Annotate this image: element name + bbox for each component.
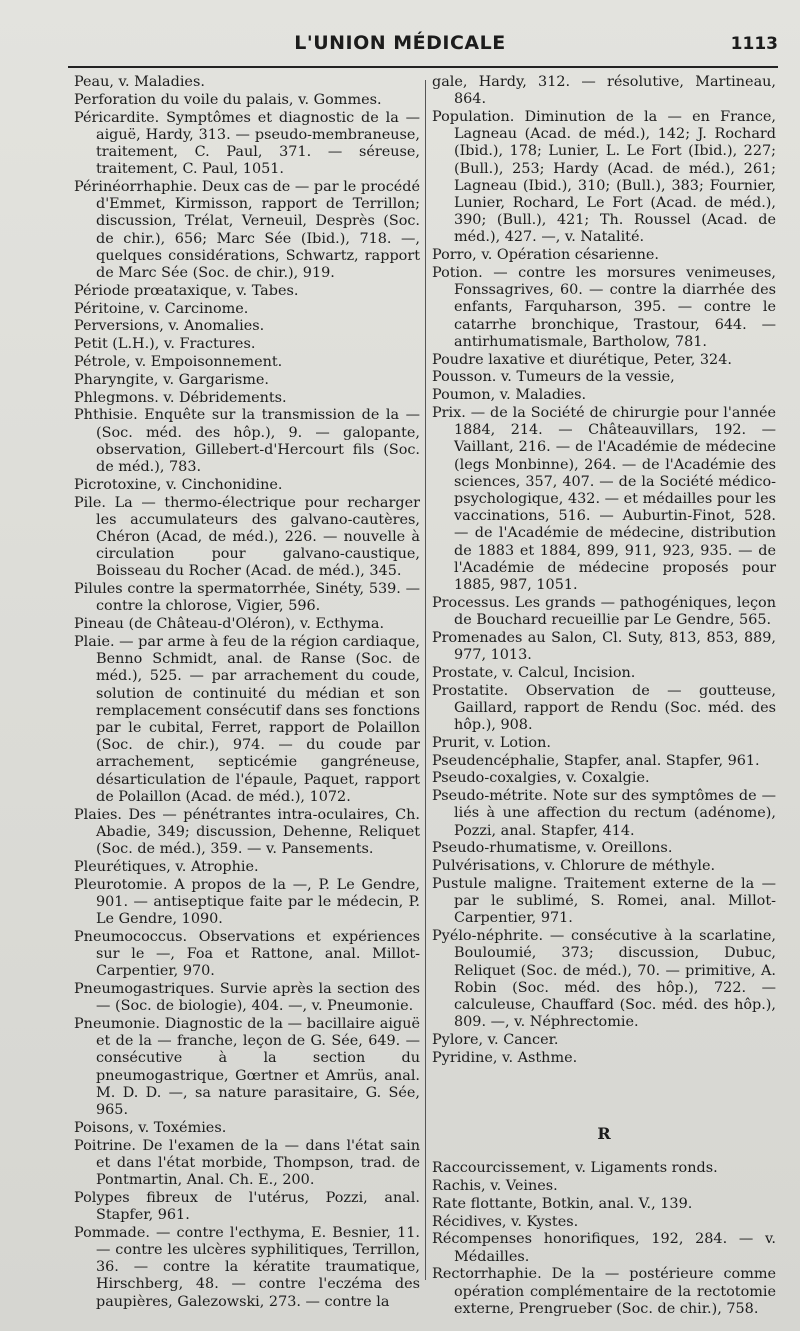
index-entry: Pousson. v. Tumeurs de la vessie, [432,369,675,386]
index-entry: Pilules contre la spermatorrhée, Sinéty, 539. — contre la chlorose, Vigier, 596. [74,581,420,615]
left-column [74,74,420,1311]
index-entry: Pineau (de Château-d'Oléron), v. Ecthyma. [74,616,385,633]
index-entry: Petit (L.H.), v. Fractures. [74,336,256,353]
section-letter-r: R [597,1124,611,1144]
index-entry: Perversions, v. Anomalies. [74,318,265,335]
index-entry: Pyridine, v. Asthme. [432,1049,578,1066]
index-entry: Récompenses honorifiques, 192, 284. — v. Médailles. [432,1231,776,1265]
index-entry: Poumon, v. Maladies. [432,387,587,404]
index-entry: Poudre laxative et diurétique, Peter, 324. [432,351,732,368]
index-entry: Peau, v. Maladies. [74,74,205,90]
index-entry: Pile. La — thermo-électrique pour recharger les accumulateurs des galvano-cautères, Chéron (Acad, de méd.), 226. — nouvelle à circulation pour galvano-caustique, Boisseau du Rocher (Acad. de méd.), 345. [74,494,420,580]
page-header [0,28,800,62]
index-entry: Pyélo-néphrite. — consécutive à la scarlatine, Bouloumié, 373; discussion, Dubuc, Reliquet (Soc. de méd.), 70. — primitive, A. Robin (Soc. méd. des hôp.), 722. — calculeuse, Chauffard (Soc. méd. des hôp.), 809. —, v. Néphrectomie. [432,928,776,1031]
index-entry: Récidives, v. Kystes. [432,1213,579,1230]
index-entry: Prix. — de la Société de chirurgie pour l'année 1884, 214. — Châteauvillars, 192. — Vaillant, 216. — de l'Académie de médecine (legs Monbinne), 264. — de l'Académie des sciences, 357, 407. — de la Société médico-psychologique, 432. — et médailles pour les vaccinations, 516. — Auburtin-Finot, 528. — de l'Académie de médecine, distribution de 1883 et 1884, 899, 911, 923, 935. — de l'Académie de médecine proposés pour 1885, 987, 1051. [432,405,776,594]
index-entry: Rachis, v. Veines. [432,1178,558,1195]
index-entry: Phlegmons. v. Débridements. [74,389,287,406]
index-entry: Pommade. — contre l'ecthyma, E. Besnier, 11. — contre les ulcères syphilitiques, Terrillon, 36. — contre la kératite traumatique, Hirschberg, 48. — contre l'eczéma des paupières, Galezowski, 273. — contre la [74,1224,420,1310]
index-entry: Pneumonie. Diagnostic de la — bacillaire aiguë et de la — franche, leçon de G. Sée, 649. — consécutive à la section du pneumogastrique, Gœrtner et Amrüs, anal. M. D. D. —, sa nature parasitaire, G. Sée, 965. [74,1016,420,1119]
index-entry: Rectorrhaphie. De la — postérieure comme opération complémentaire de la rectotomie externe, Prengrueber (Soc. de chir.), 758. [432,1266,776,1317]
index-entry: gale, Hardy, 312. — résolutive, Martineau, 864. [432,74,776,108]
index-entry: Prostatite. Observation de — goutteuse, Gaillard, rapport de Rendu (Soc. méd. des hôp.), 908. [432,682,776,734]
index-entry: Pneumogastriques. Survie après la section des — (Soc. de biologie), 404. —, v. Pneumonie. [74,981,420,1015]
header-rule [68,66,778,68]
running-title: L'UNION MÉDICALE [294,32,506,54]
index-entry: Pneumococcus. Observations et expériences sur le —, Foa et Rattone, anal. Millot-Carpentier, 970. [74,928,420,980]
right-column [432,74,776,1319]
index-entry: Pseudo-métrite. Note sur des symptômes de — liés à une affection du rectum (adénome), Pozzi, anal. Stapfer, 414. [432,788,776,839]
index-entry: Population. Diminution de la — en France, Lagneau (Acad. de méd.), 142; J. Rochard (Ibid.), 178; Lunier, L. Le Fort (Ibid.), 227; (Bull.), 253; Hardy (Acad. de méd.), 261; Lagneau (Ibid.), 310; (Bull.), 383; Fournier, Lunier, Rochard, Le Fort (Acad. de méd.), 390; (Bull.), 421; Th. Roussel (Acad. de méd.), 427. —, v. Natalité. [432,109,776,246]
index-entry: Pylore, v. Cancer. [432,1032,559,1049]
index-entry: Polypes fibreux de l'utérus, Pozzi, anal. Stapfer, 961. [74,1189,420,1224]
index-entry: Pétrole, v. Empoisonnement. [74,354,283,370]
index-entry: Pseudo-coxalgies, v. Coxalgie. [432,770,650,787]
index-entry: Potion. — contre les morsures venimeuses, Fonssagrives, 60. — contre la diarrhée des enfants, Farquharson, 395. — contre le catarrhe bronchique, Trastour, 644. — antirhumatismale, Bartholow, 781. [432,265,776,350]
index-entry: Prurit, v. Lotion. [432,734,551,751]
index-entry: Prostate, v. Calcul, Incision. [432,664,636,681]
index-entry: Plaie. — par arme à feu de la région cardiaque, Benno Schmidt, anal. de Ranse (Soc. de méd.), 525. — par arrachement du coude, solution de continuité du médian et son remplacement consécutif dans ses fonctions par le cubital, Ferret, rapport de Polaillon (Soc. de chir.), 974. — du coude par arrachement, septicémie gangréneuse, désarticulation de l'épaule, Paquet, rapport de Polaillon (Acad. de méd.), 1072. [74,634,420,805]
index-entry: Péritoine, v. Carcinome. [74,300,249,317]
index-entry: Rate flottante, Botkin, anal. V., 139. [432,1195,693,1212]
index-entry: Pleurotomie. A propos de la —, P. Le Gendre, 901. — antiseptique faite par le médecin, P. Le Gendre, 1090. [74,876,420,928]
index-entry: Période prœataxique, v. Tabes. [74,282,299,299]
index-entry: Pharyngite, v. Gargarisme. [74,371,269,388]
index-entry: Pseudo-rhumatisme, v. Oreillons. [432,840,673,857]
index-entry: Promenades au Salon, Cl. Suty, 813, 853, 889, 977, 1013. [432,629,776,664]
index-entry: Porro, v. Opération césarienne. [432,247,659,264]
index-entry: Périnéorrhaphie. Deux cas de — par le procédé d'Emmet, Kirmisson, rapport de Terrillon; discussion, Trélat, Verneuil, Desprès (Soc. de chir.), 656; Marc Sée (Ibid.), 718. —, quelques considérations, Schwartz, rapport de Marc Sée (Soc. de chir.), 919. [74,179,420,282]
index-entry: Pseudencéphalie, Stapfer, anal. Stapfer, 961. [432,752,760,769]
index-entry: Péricardite. Symptômes et diagnostic de la — aiguë, Hardy, 313. — pseudo-membraneuse, traitement, C. Paul, 371. — séreuse, traitement, C. Paul, 1051. [74,109,420,178]
index-entry: Phthisie. Enquête sur la transmission de la — (Soc. méd. des hôp.), 9. — galopante, observation, Gillebert-d'Hercourt fils (Soc. de méd.), 783. [74,407,420,475]
index-entry: Picrotoxine, v. Cinchonidine. [74,476,283,493]
index-entry: Pulvérisations, v. Chlorure de méthyle. [432,858,716,875]
index-entry: Pleurétiques, v. Atrophie. [74,858,259,875]
index-entry: Raccourcissement, v. Ligaments ronds. [432,1160,718,1177]
page-number: 1113 [730,34,778,54]
index-entry: Poitrine. De l'examen de la — dans l'état sain et dans l'état morbide, Thompson, trad. de Pontmartin, Anal. Ch. E., 200. [74,1137,420,1189]
index-entry: Poisons, v. Toxémies. [74,1119,227,1136]
index-entry: Pustule maligne. Traitement externe de la — par le sublimé, S. Romei, anal. Millot-Carpentier, 971. [432,876,776,927]
index-entry: Plaies. Des — pénétrantes intra-oculaires, Ch. Abadie, 349; discussion, Dehenne, Reliquet (Soc. de méd.), 359. — v. Pansements. [74,806,420,858]
column-divider [425,80,426,1280]
index-entry: Perforation du voile du palais, v. Gommes. [74,91,382,108]
index-entry: Processus. Les grands — pathogéniques, leçon de Bouchard recueillie par Le Gendre, 565. [432,594,776,629]
